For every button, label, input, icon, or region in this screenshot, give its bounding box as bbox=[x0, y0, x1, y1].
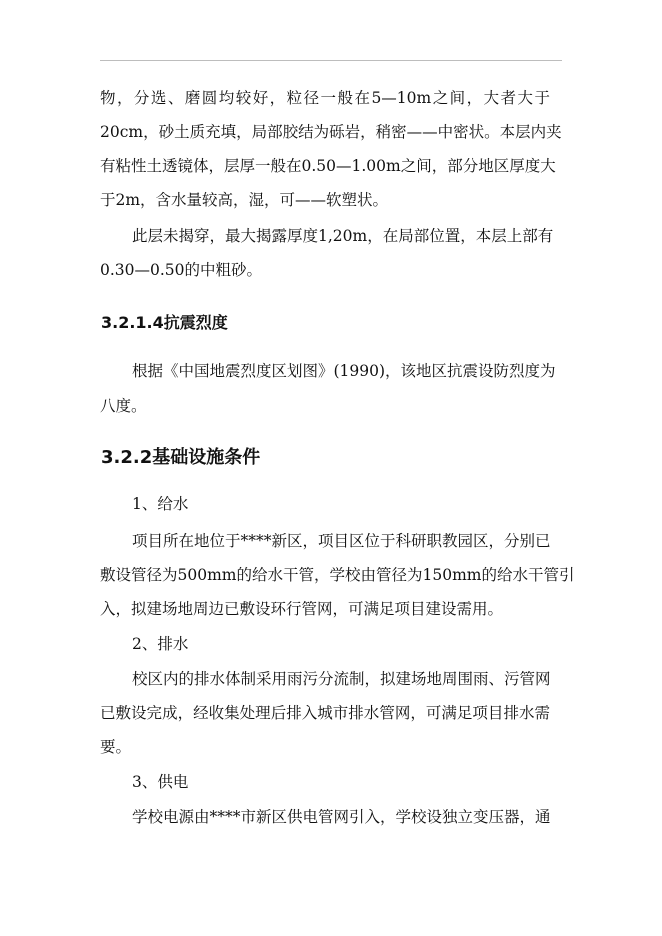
subsection-label-power-supply: 3、供电 bbox=[132, 773, 189, 791]
paragraph-line: 项目所在地位于****新区，项目区位于科研职教园区，分别已 bbox=[132, 532, 551, 550]
header-rule bbox=[100, 60, 562, 61]
subsection-label-water-supply: 1、给水 bbox=[132, 495, 189, 513]
paragraph-line: 敷设管径为500mm的给水干管，学校由管径为150mm的给水干管引 bbox=[100, 566, 575, 584]
paragraph-line: 要。 bbox=[100, 738, 132, 756]
paragraph-line: 八度。 bbox=[100, 397, 147, 415]
paragraph-line: 根据《中国地震烈度区划图》(1990)，该地区抗震设防烈度为 bbox=[132, 362, 556, 380]
section-heading-infrastructure: 3.2.2基础设施条件 bbox=[101, 447, 261, 468]
paragraph-line: 已敷设完成，经收集处理后排入城市排水管网，可满足项目排水需 bbox=[100, 704, 550, 722]
paragraph-line: 入，拟建场地周边已敷设环行管网，可满足项目建设需用。 bbox=[100, 600, 504, 618]
paragraph-line: 于2m，含水量较高，湿，可——软塑状。 bbox=[100, 191, 389, 209]
paragraph-line: 有粘性土透镜体，层厚一般在0.50—1.00m之间，部分地区厚度大 bbox=[100, 157, 556, 175]
paragraph-line: 学校电源由****市新区供电管网引入，学校设独立变压器，通 bbox=[132, 808, 551, 826]
subsection-label-drainage: 2、排水 bbox=[132, 635, 189, 653]
paragraph-line: 物，分选、磨圆均较好，粒径一般在5—10m之间，大者大于 bbox=[100, 89, 550, 107]
section-heading-seismic-intensity: 3.2.1.4抗震烈度 bbox=[101, 313, 228, 332]
paragraph-line: 20cm，砂土质充填，局部胶结为砾岩，稍密——中密状。本层内夹 bbox=[100, 123, 562, 141]
paragraph-line: 0.30—0.50的中粗砂。 bbox=[100, 261, 263, 279]
paragraph-line: 校区内的排水体制采用雨污分流制，拟建场地周围雨、污管网 bbox=[132, 670, 551, 688]
paragraph-line: 此层未揭穿，最大揭露厚度1,20m，在局部位置，本层上部有 bbox=[132, 227, 554, 245]
